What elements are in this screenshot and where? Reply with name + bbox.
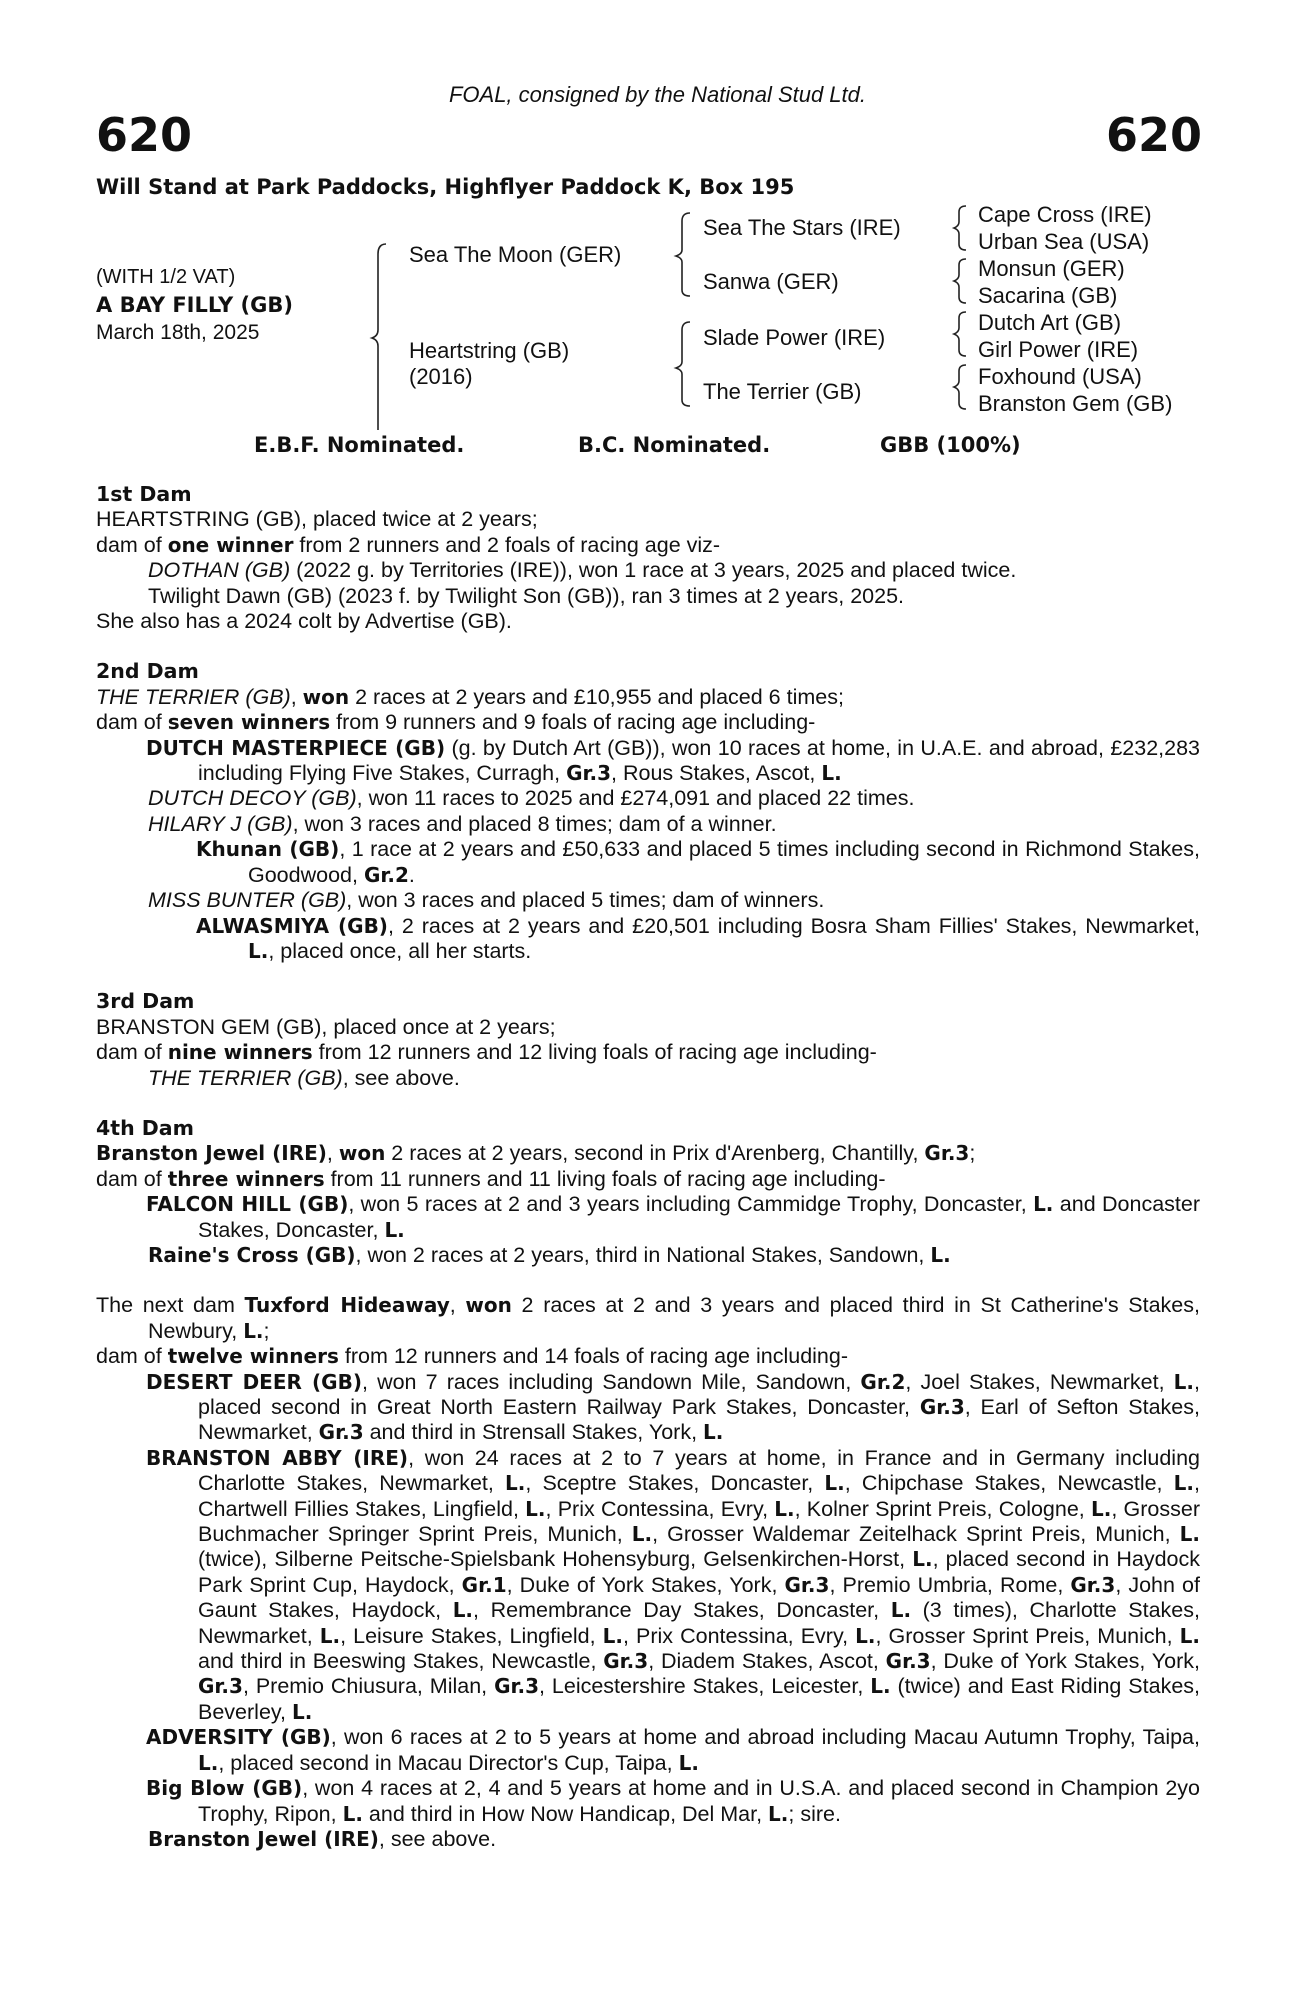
dd-dam: Branston Gem (GB)	[978, 391, 1173, 416]
dam1-line1: HEARTSTRING (GB), placed twice at 2 years;	[96, 507, 538, 532]
dam4-line2: dam of three winners from 11 runners and 11 living foals of racing age including-	[96, 1166, 886, 1191]
dam2-line2: dam of seven winners from 9 runners and 9 foals of racing age including-	[96, 710, 816, 735]
dam4-line1: Branston Jewel (IRE), won 2 races at 2 years, second in Prix d'Arenberg, Chantilly, Gr.3;	[96, 1141, 976, 1166]
dam-dam: The Terrier (GB)	[703, 379, 862, 404]
ds-dam: Girl Power (IRE)	[978, 337, 1139, 362]
dam4-progeny-raines-cross: Raine's Cross (GB), won 2 races at 2 years, third in National Stakes, Sandown, L.	[148, 1242, 951, 1267]
next-dam-progeny-branston-abby: BRANSTON ABBY (IRE), won 24 races at 2 to 7 years at home, in France and in Germany including Charlotte Stakes, Newmarket, L., Sceptre Stakes, Doncaster, L., Chipchase Stakes, Newcastle, L., Chartwell Fillies Stakes, Lingfield, L., Prix Contessina, Evry, L., Kolner Sprint Preis, Cologne, L., Grosser Buchmacher Springer Sprint Preis, Munich, L., Grosser Waldemar Zeitelhack Sprint Preis, Munich, L. (twice), Silberne Peitsche-Spielsbank Hohensyburg, Gelsenkirchen-Horst, L., placed second in Haydock Park Sprint Cup, Haydock, Gr.1, Duke of York Stakes, York, Gr.3, Premio Umbria, Rome, Gr.3, John of Gaunt Stakes, Haydock, L., Remembrance Day Stakes, Doncaster, L. (3 times), Charlotte Stakes, Newmarket, L., Leisure Stakes, Lingfield, L., Prix Contessina, Evry, L., Grosser Sprint Preis, Munich, L. and third in Beeswing Stakes, Newcastle, Gr.3, Diadem Stakes, Ascot, Gr.3, Duke of York Stakes, York, Gr.3, Premio Chiusura, Milan, Gr.3, Leicestershire Stakes, Leicester, L. (twice) and East Riding Stakes, Beverley, L.	[146, 1445, 1201, 1724]
next-dam-progeny-branston-jewel: Branston Jewel (IRE), see above.	[148, 1826, 497, 1851]
gbb-status: GBB (100%)	[880, 433, 1021, 457]
lot-number-left: 620	[96, 108, 193, 162]
dam1-line2: dam of one winner from 2 runners and 2 foals of racing age viz-	[96, 532, 721, 557]
dam2-progeny-miss-bunter: MISS BUNTER (GB), won 3 races and placed 5 times; dam of winners.	[148, 888, 825, 913]
dam2-progeny-dutch-masterpiece: DUTCH MASTERPIECE (GB) (g. by Dutch Art (GB)), won 10 races at home, in U.A.E. and abroad, £232,283 including Flying Five Stakes, Curragh, Gr.3, Rous Stakes, Ascot, L.	[146, 735, 1201, 786]
catalogue-body	[96, 482, 1200, 1852]
sire-dam: Sanwa (GER)	[703, 269, 839, 294]
dam-sire: Slade Power (IRE)	[703, 325, 886, 350]
horse-dob: March 18th, 2025	[96, 321, 260, 344]
dam3-progeny-the-terrier: THE TERRIER (GB), see above.	[148, 1065, 460, 1090]
dam4-heading: 4th Dam	[96, 1115, 195, 1140]
dd-sire: Foxhound (USA)	[978, 364, 1142, 389]
next-dam-progeny-desert-deer: DESERT DEER (GB), won 7 races including Sandown Mile, Sandown, Gr.2, Joel Stakes, Newmarket, L., placed second in Great North Eastern Railway Park Stakes, Doncaster, Gr.3, Earl of Sefton Stakes, Newmarket, Gr.3 and third in Strensall Stakes, York, L.	[146, 1369, 1200, 1445]
ss-sire: Cape Cross (IRE)	[978, 202, 1152, 227]
dam3-heading: 3rd Dam	[96, 989, 195, 1014]
dam2-heading: 2nd Dam	[96, 659, 199, 684]
dam-name: Heartstring (GB)	[409, 338, 570, 363]
stand-location: Will Stand at Park Paddocks, Highflyer Paddock K, Box 195	[96, 175, 795, 199]
sd-sire: Monsun (GER)	[978, 256, 1125, 281]
dam2-progeny-hilary-j: HILARY J (GB), won 3 races and placed 8 times; dam of a winner.	[148, 811, 777, 836]
dam2-grandprogeny-alwasmiya: ALWASMIYA (GB), 2 races at 2 years and £20,501 including Bosra Sham Fillies' Stakes, Newmarket, L., placed once, all her starts.	[196, 913, 1200, 963]
dam1-progeny-1: DOTHAN (GB) (2022 g. by Territories (IRE)), won 1 race at 3 years, 2025 and placed twice.	[148, 558, 1017, 583]
ss-dam: Urban Sea (USA)	[978, 229, 1150, 254]
dam2-grandprogeny-khunan: Khunan (GB), 1 race at 2 years and £50,633 and placed 5 times including second in Richmond Stakes, Goodwood, Gr.2.	[196, 837, 1200, 887]
dam3-line1: BRANSTON GEM (GB), placed once at 2 years;	[96, 1014, 556, 1039]
ds-sire: Dutch Art (GB)	[978, 310, 1122, 335]
sire-name: Sea The Moon (GER)	[409, 242, 622, 267]
horse-name: A BAY FILLY (GB)	[96, 293, 293, 317]
dam1-progeny-2: Twilight Dawn (GB) (2023 f. by Twilight Son (GB)), ran 3 times at 2 years, 2025.	[148, 583, 904, 608]
consignor-line: FOAL, consigned by the National Stud Ltd.	[448, 82, 867, 107]
ebf-nomination: E.B.F. Nominated.	[254, 433, 465, 457]
dam1-heading: 1st Dam	[96, 482, 192, 506]
next-dam-line2: dam of twelve winners from 12 runners and 14 foals of racing age including-	[96, 1344, 849, 1369]
next-dam-progeny-adversity: ADVERSITY (GB), won 6 races at 2 to 5 years at home and abroad including Macau Autumn Trophy, Taipa, L., placed second in Macau Director's Cup, Taipa, L.	[146, 1725, 1200, 1775]
bc-nomination: B.C. Nominated.	[578, 433, 771, 457]
next-dam-progeny-big-blow: Big Blow (GB), won 4 races at 2, 4 and 5 years at home and in U.S.A. and placed second in Champion 2yo Trophy, Ripon, L. and third in How Now Handicap, Del Mar, L.; sire.	[146, 1776, 1200, 1826]
vat-note: (WITH 1/2 VAT)	[96, 266, 236, 288]
lot-number-right: 620	[1105, 108, 1202, 162]
dam2-progeny-dutch-decoy: DUTCH DECOY (GB), won 11 races to 2025 and £274,091 and placed 22 times.	[148, 786, 915, 811]
dam4-progeny-falcon-hill: FALCON HILL (GB), won 5 races at 2 and 3 years including Cammidge Trophy, Doncaster, L. and Doncaster Stakes, Doncaster, L.	[146, 1192, 1201, 1242]
dam3-line2: dam of nine winners from 12 runners and 12 living foals of racing age including-	[96, 1040, 877, 1065]
dam1-closing: She also has a 2024 colt by Advertise (GB).	[96, 609, 512, 634]
sd-dam: Sacarina (GB)	[978, 283, 1118, 308]
dam-year: (2016)	[409, 364, 473, 389]
dam2-line1: THE TERRIER (GB), won 2 races at 2 years and £10,955 and placed 6 times;	[96, 684, 844, 709]
sire-sire: Sea The Stars (IRE)	[703, 215, 901, 240]
next-dam-line1: The next dam Tuxford Hideaway, won 2 races at 2 and 3 years and placed third in St Catherine's Stakes, Newbury, L.;	[96, 1293, 1200, 1343]
